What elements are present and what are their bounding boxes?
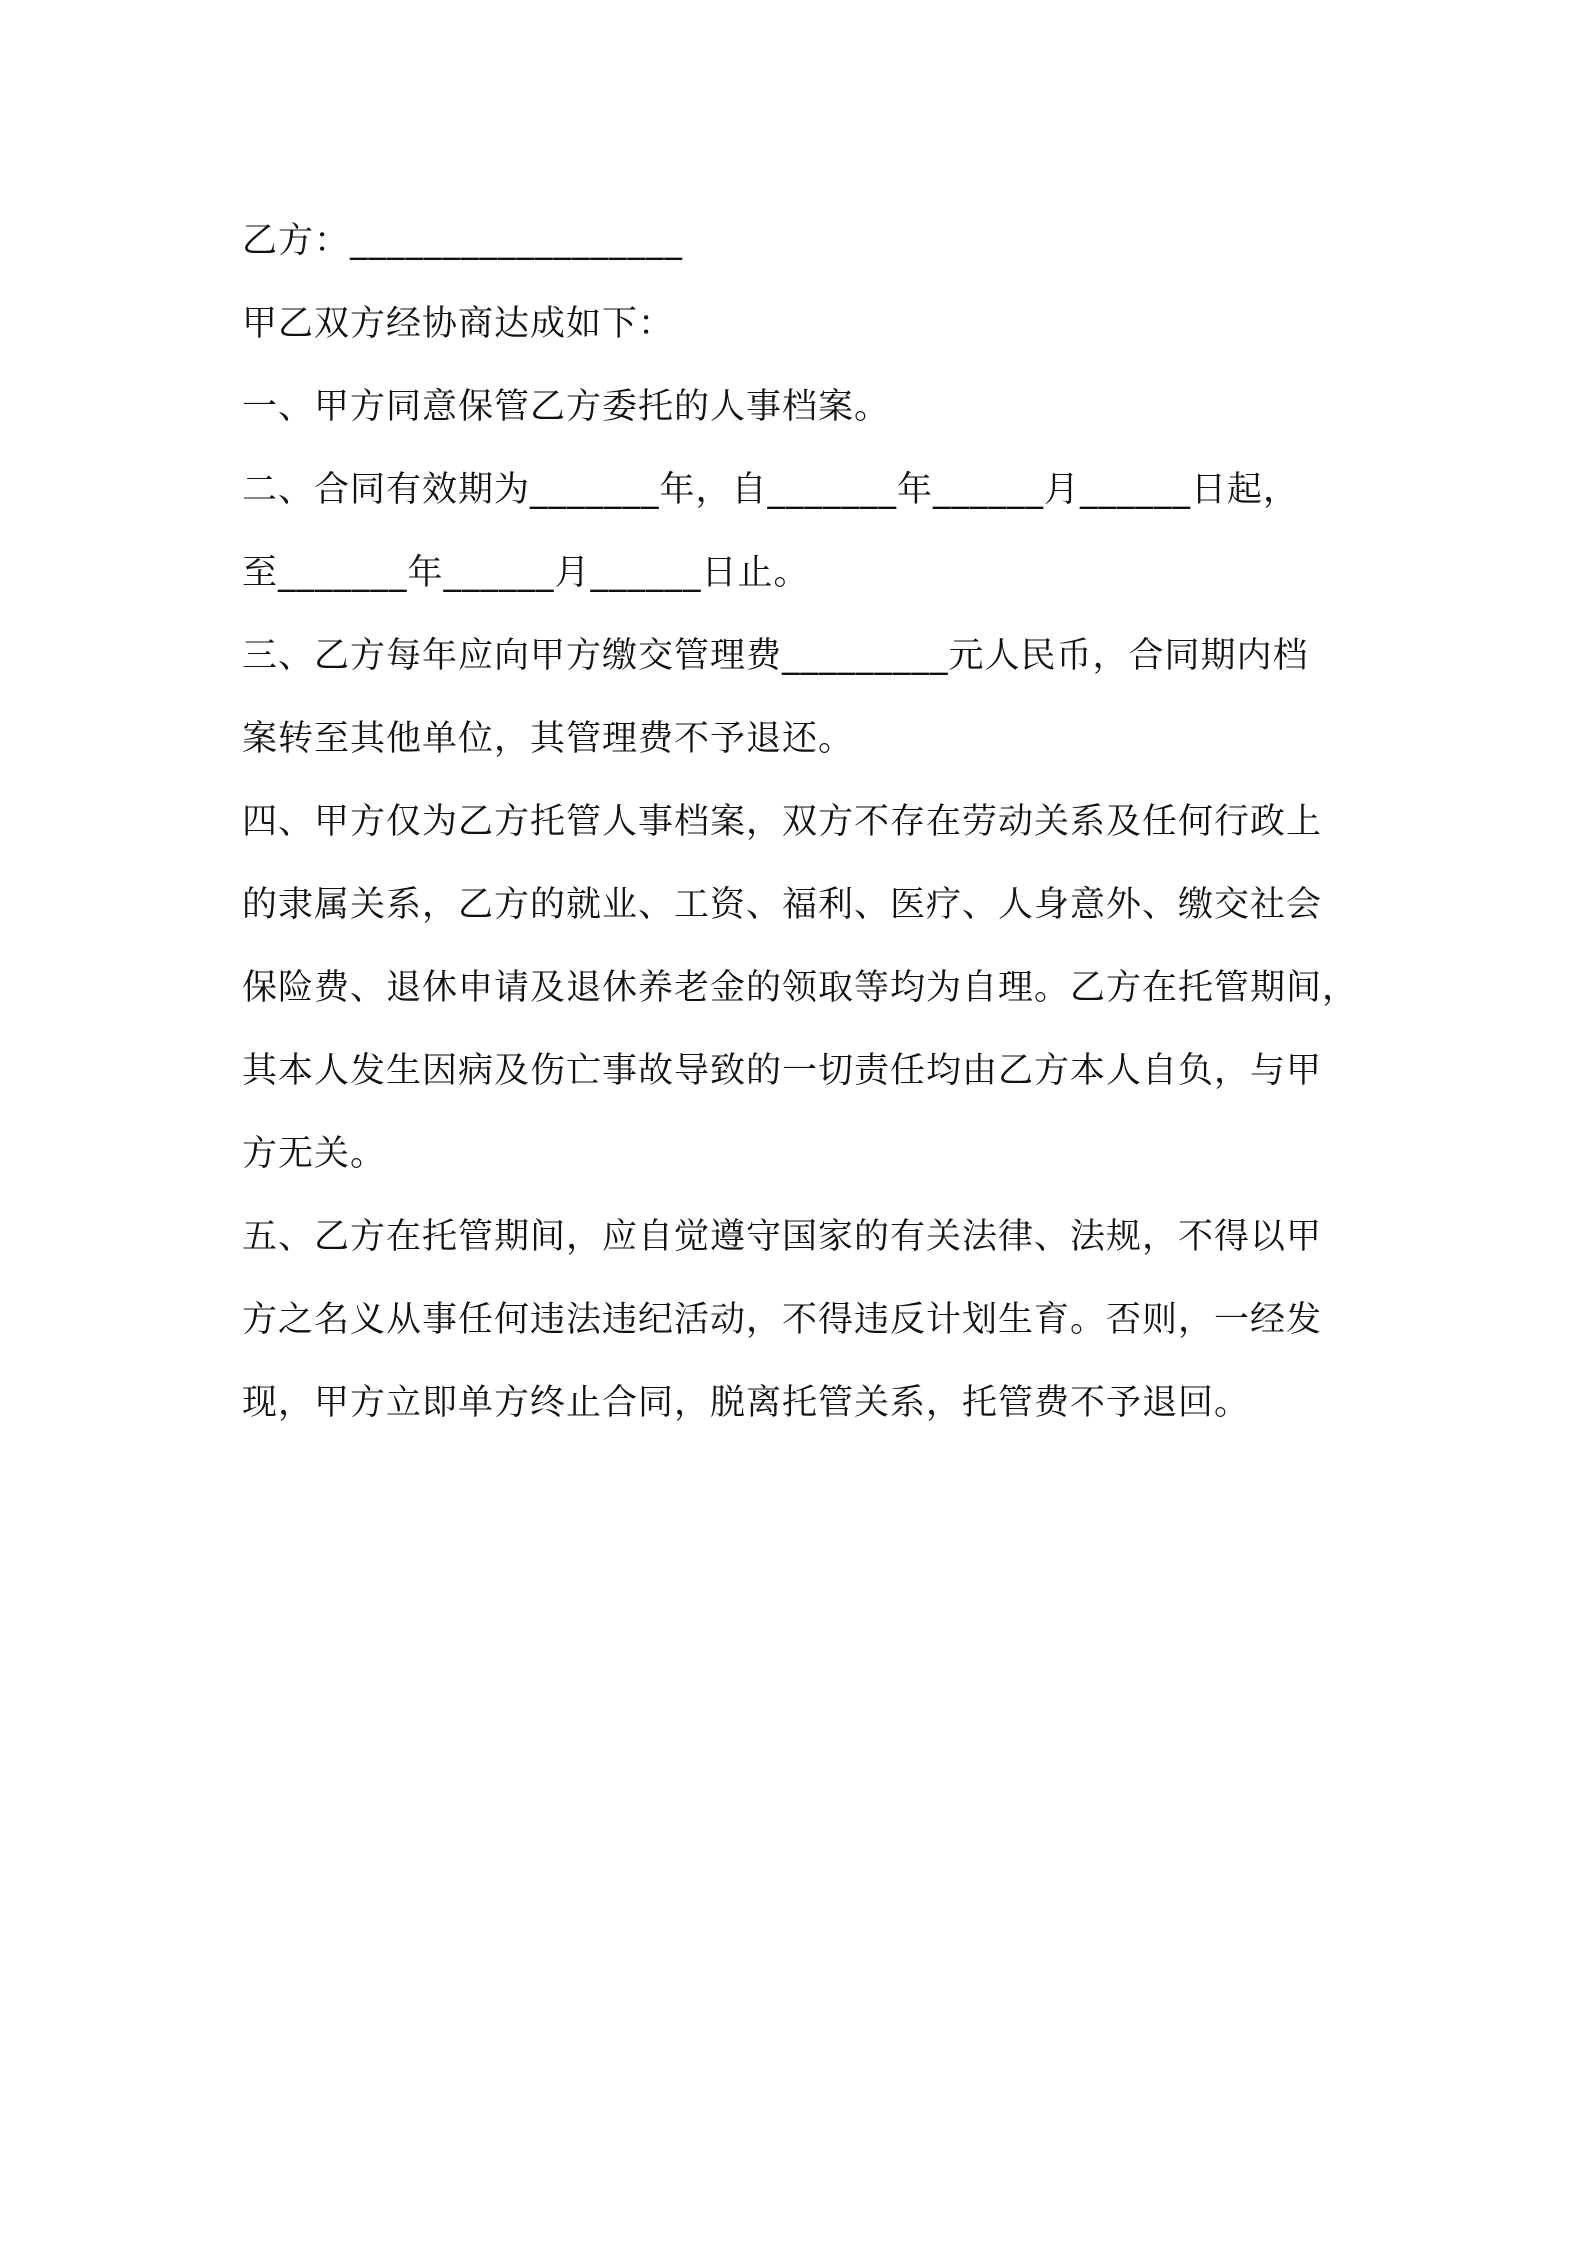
clause-3-line-1: 三、乙方每年应向甲方缴交管理费_________元人民币，合同期内档 — [242, 636, 1309, 676]
clause-4-line-1: 四、甲方仅为乙方托管人事档案，双方不存在劳动关系及任何行政上 — [242, 802, 1323, 842]
clause-5-line-2: 方之名义从事任何违法违纪活动，不得违反计划生育。否则，一经发 — [242, 1300, 1323, 1340]
clause-1: 一、甲方同意保管乙方委托的人事档案。 — [242, 387, 891, 427]
clause-3-line-2: 案转至其他单位，其管理费不予退还。 — [242, 719, 855, 759]
clause-4-line-5: 方无关。 — [242, 1134, 387, 1174]
clause-4-line-2: 的隶属关系，乙方的就业、工资、福利、医疗、人身意外、缴交社会 — [242, 885, 1323, 925]
clause-4-line-4: 其本人发生因病及伤亡事故导致的一切责任均由乙方本人自负，与甲 — [242, 1051, 1323, 1091]
clause-5-line-3: 现，甲方立即单方终止合同，脱离托管关系，托管费不予退回。 — [242, 1383, 1251, 1423]
contract-body — [242, 200, 1362, 1445]
party-b-line: 乙方：__________________ — [242, 221, 684, 261]
agreement-intro: 甲乙双方经协商达成如下： — [242, 304, 675, 344]
clause-4-line-3: 保险费、退休申请及退休养老金的领取等均为自理。乙方在托管期间， — [242, 968, 1359, 1008]
clause-2-line-1: 二、合同有效期为_______年，自_______年______月______日起， — [242, 470, 1300, 510]
clause-5-line-1: 五、乙方在托管期间，应自觉遵守国家的有关法律、法规，不得以甲 — [242, 1217, 1323, 1257]
clause-2-line-2: 至_______年______月______日止。 — [242, 553, 810, 593]
